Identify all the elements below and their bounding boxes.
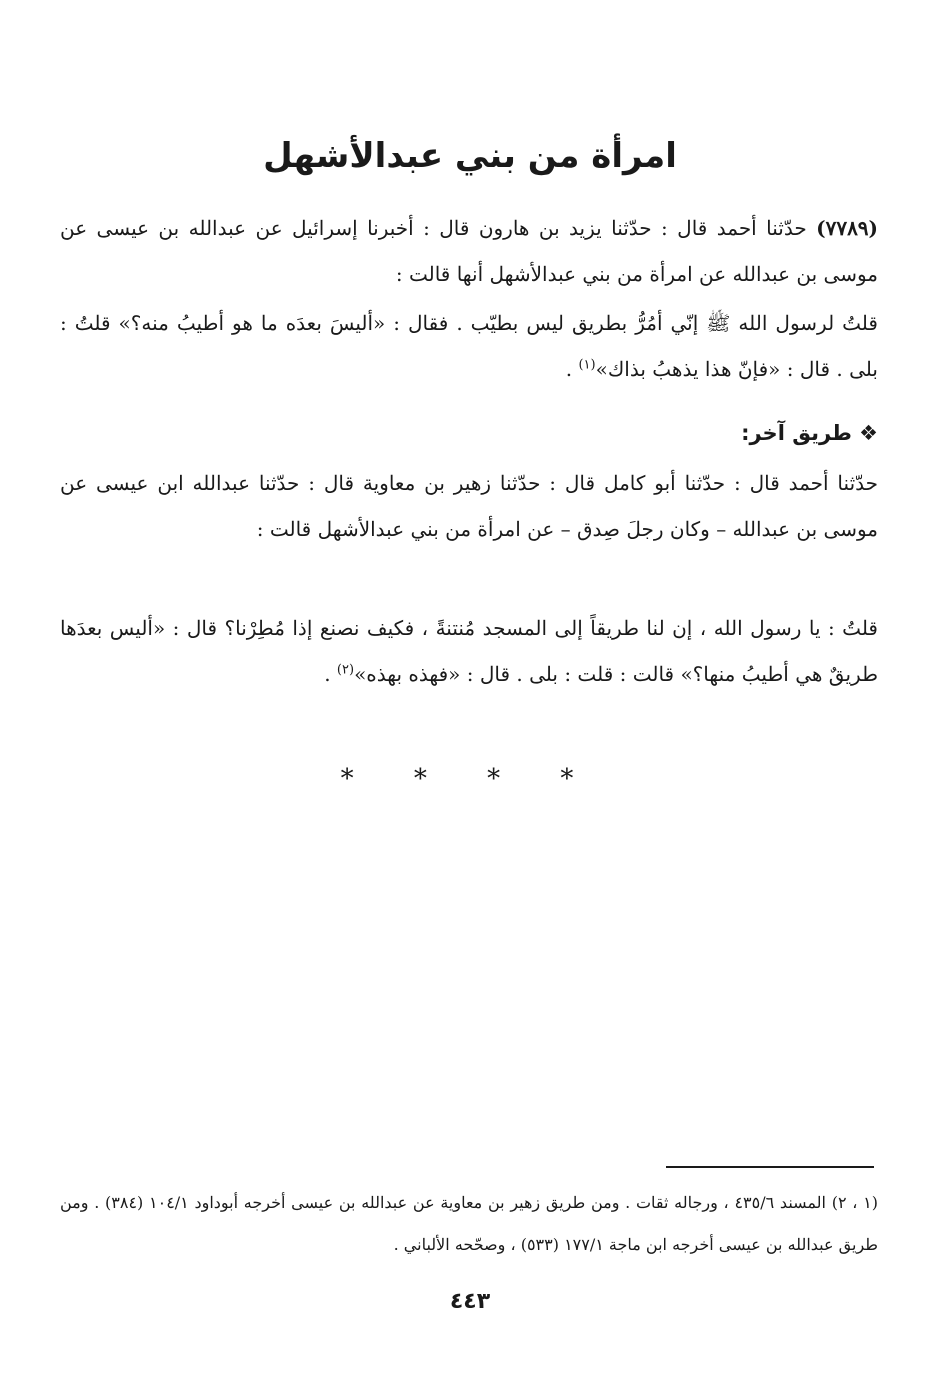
- page-number: ٤٤٣: [449, 1289, 491, 1314]
- footnote-ref-1: (١): [578, 357, 596, 373]
- footnote-text: (١ ، ٢) المسند ٤٣٥/٦ ، ورجاله ثقات . ومن طريق زهير بن معاوية عن عبدالله بن عيسى أخرجه أبوداود ١٠٤/١ (٣٨٤) . ومن طريق عبدالله بن عيسى أخرجه ابن ماجة ١٧٧/١ (٥٣٣) ، وصحّحه الألباني .: [60, 1193, 879, 1254]
- hadith-1-end: .: [565, 357, 579, 381]
- hadith-1-isnad: [60, 205, 878, 297]
- hadith-2-matn: [60, 605, 878, 697]
- section-separator: * * * *: [340, 764, 600, 794]
- hadith-2-isnad: حدّثنا أحمد قال : حدّثنا أبو كامل قال : حدّثنا زهير بن معاوية قال : حدّثنا عبدالله ابن عيسى عن موسى بن عبدالله – وكان رجلَ صِدق – عن امرأة من بني عبدالأشهل قالت :: [60, 471, 878, 541]
- footnote-divider: [666, 1166, 874, 1168]
- hadith-number: (٧٧٨٩): [816, 216, 879, 240]
- hadith-1-isnad-text: حدّثنا أحمد قال : حدّثنا يزيد بن هارون قال : أخبرنا إسرائيل عن عبدالله بن عيسى عن موسى بن عبدالله عن امرأة من بني عبدالأشهل أنها قالت :: [60, 216, 878, 286]
- hadith-2-end: .: [324, 662, 337, 686]
- section-subheading: ❖ طريق آخر:: [741, 421, 878, 445]
- hadith-1-matn-text: قلتُ لرسول الله ﷺ إنّي أمُرُّ بطريق ليس بطيّب . فقال : «أليسَ بعدَه ما هو أطيبُ منه؟» قلتُ : بلى . قال : «فإنّ هذا يذهبُ بذاك»: [60, 311, 878, 381]
- footnote-ref-2: (٢): [336, 662, 355, 678]
- chapter-title: امرأة من بني عبدالأشهل: [263, 136, 677, 176]
- hadith-2-matn-text: قلتُ : يا رسول الله ، إن لنا طريقاً إلى المسجد مُنتنةً ، فكيف نصنع إذا مُطِرْنا؟ قال : «أليس بعدَها طريقٌ هي أطيبُ منها؟» قالت : قلت : بلى . قال : «فهذه بهذه»: [60, 616, 878, 686]
- hadith-1-matn: [60, 300, 878, 392]
